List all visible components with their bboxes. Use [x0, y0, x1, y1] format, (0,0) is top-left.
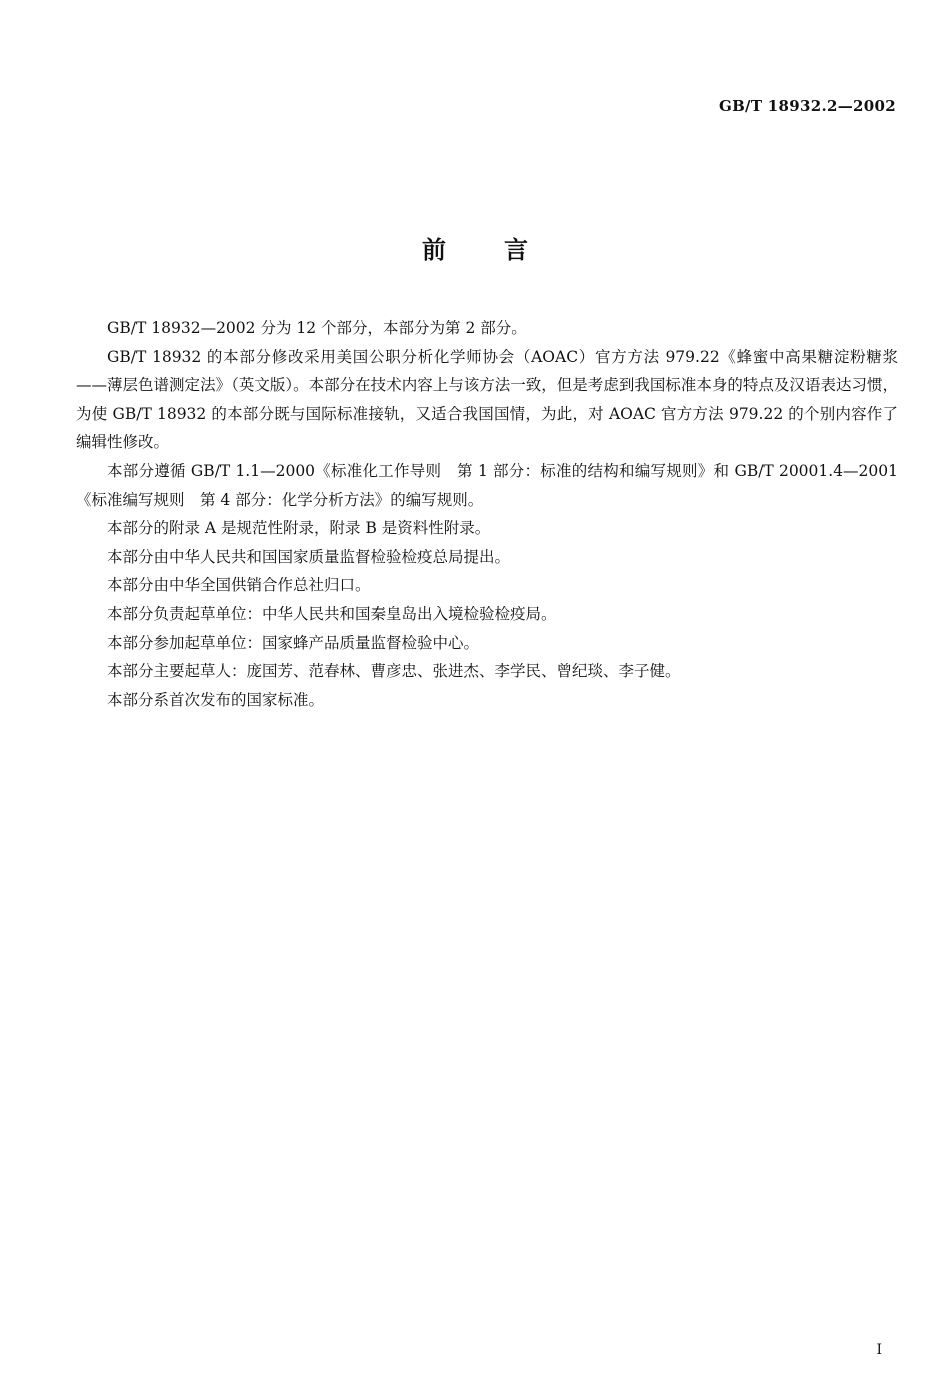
- paragraph: GB/T 18932—2002 分为 12 个部分，本部分为第 2 部分。: [107, 319, 527, 337]
- paragraph: 本部分负责起草单位：中华人民共和国秦皇岛出入境检验检疫局。: [107, 604, 557, 623]
- paragraph: 本部分遵循 GB/T 1.1—2000《标准化工作导则 第 1 部分：标准的结构和编写规则》和 GB/T 20001.4—2001《标准编写规则 第 4 部分：化学分析方法》的编写规则。: [76, 461, 898, 509]
- paragraph: 本部分主要起草人：庞国芳、范春林、曹彦忠、张进杰、李学民、曾纪琰、李子健。: [107, 662, 681, 681]
- standard-code: GB/T 18932.2—2002: [718, 97, 896, 115]
- page-number: I: [876, 1342, 882, 1358]
- paragraph: 本部分的附录 A 是规范性附录，附录 B 是资料性附录。: [107, 519, 491, 538]
- paragraph: GB/T 18932 的本部分修改采用美国公职分析化学师协会（AOAC）官方方法 979.22《蜂蜜中高果糖淀粉糖浆——薄层色谱测定法》（英文版）。本部分在技术内容上与该方法一致，但是考虑到我国标准本身的特点及汉语表达习惯，为使 GB/T 18932 的本部分既与国际标准接轨，又适合我国国情，为此，对 AOAC 官方方法 979.22 的个别内容作了编辑性修改。: [76, 347, 898, 452]
- foreword-body: [76, 314, 898, 714]
- paragraph: 本部分系首次发布的国家标准。: [107, 690, 325, 709]
- page-title: 前言: [422, 236, 586, 264]
- paragraph: 本部分由中华全国供销合作总社归口。: [107, 576, 371, 595]
- paragraph: 本部分由中华人民共和国国家质量监督检验检疫总局提出。: [107, 547, 511, 566]
- paragraph: 本部分参加起草单位：国家蜂产品质量监督检验中心。: [107, 633, 480, 652]
